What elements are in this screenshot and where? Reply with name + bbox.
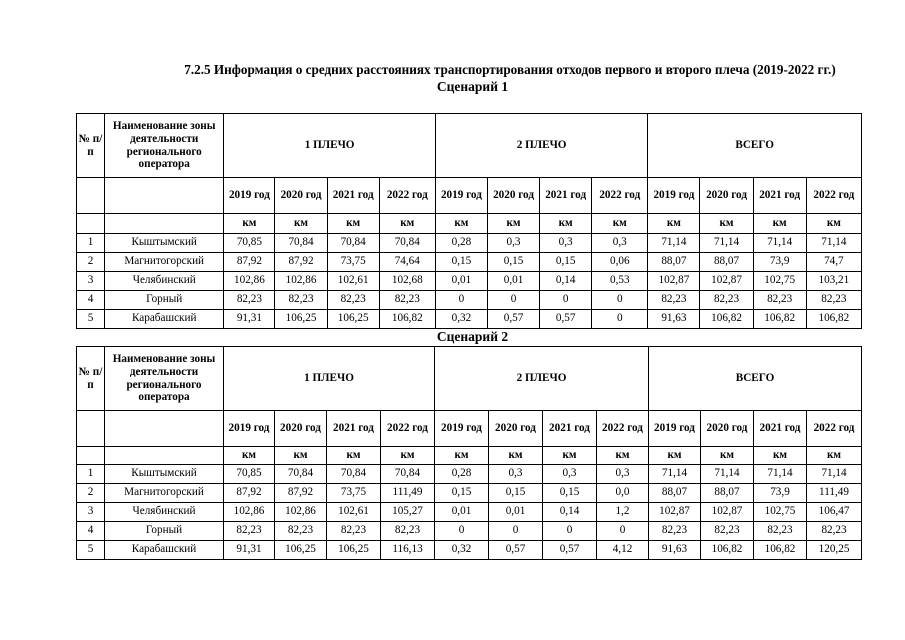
- value-cell: 0,01: [489, 503, 543, 522]
- value-cell: 0: [435, 291, 487, 310]
- year-header: 2021 год: [327, 411, 381, 447]
- group-header: 1 ПЛЕЧО: [224, 347, 435, 411]
- value-cell: 0,01: [435, 272, 487, 291]
- value-cell: 87,92: [275, 253, 327, 272]
- value-cell: 0,32: [435, 310, 487, 329]
- value-cell: 0,15: [489, 484, 543, 503]
- header-row: [77, 114, 862, 178]
- value-cell: 82,23: [701, 522, 754, 541]
- unit-label: км: [701, 447, 754, 465]
- value-cell: 82,23: [754, 522, 807, 541]
- year-header: 2019 год: [224, 411, 275, 447]
- zone-name: Карабашский: [105, 541, 224, 560]
- year-header: 2021 год: [327, 178, 379, 214]
- value-cell: 82,23: [753, 291, 806, 310]
- empty-cell: [105, 447, 224, 465]
- value-cell: 106,82: [700, 310, 753, 329]
- year-header: 2021 год: [540, 178, 592, 214]
- value-cell: 102,86: [275, 503, 327, 522]
- value-cell: 102,75: [754, 503, 807, 522]
- value-cell: 102,86: [224, 272, 275, 291]
- value-cell: 0,3: [487, 234, 539, 253]
- zone-name: Магнитогорский: [105, 484, 224, 503]
- scenario-1-table: [76, 113, 862, 329]
- years-row: [77, 178, 862, 214]
- value-cell: 0,0: [597, 484, 649, 503]
- value-cell: 71,14: [649, 465, 701, 484]
- unit-label: км: [649, 447, 701, 465]
- zone-name: Челябинский: [105, 272, 224, 291]
- value-cell: 82,23: [700, 291, 753, 310]
- year-header: 2022 год: [381, 411, 435, 447]
- year-header: 2020 год: [275, 178, 327, 214]
- row-number: 3: [77, 272, 105, 291]
- value-cell: 102,87: [701, 503, 754, 522]
- row-number: 2: [77, 253, 105, 272]
- value-cell: 88,07: [648, 253, 700, 272]
- unit-label: км: [700, 214, 753, 234]
- empty-cell: [77, 178, 105, 214]
- value-cell: 91,63: [649, 541, 701, 560]
- value-cell: 0,3: [543, 465, 597, 484]
- value-cell: 71,14: [701, 465, 754, 484]
- value-cell: 102,61: [327, 272, 379, 291]
- value-cell: 102,68: [379, 272, 435, 291]
- value-cell: 0: [592, 310, 648, 329]
- zone-name: Горный: [105, 291, 224, 310]
- units-row: [77, 214, 862, 234]
- value-cell: 102,86: [275, 272, 327, 291]
- value-cell: 0,57: [489, 541, 543, 560]
- col-number-header: № п/п: [77, 114, 105, 178]
- value-cell: 88,07: [701, 484, 754, 503]
- unit-label: км: [592, 214, 648, 234]
- unit-label: км: [754, 447, 807, 465]
- value-cell: 82,23: [327, 291, 379, 310]
- group-header: ВСЕГО: [649, 347, 862, 411]
- table-row: [77, 484, 862, 503]
- value-cell: 0,3: [592, 234, 648, 253]
- empty-cell: [77, 214, 105, 234]
- row-number: 1: [77, 465, 105, 484]
- table-row: [77, 253, 862, 272]
- value-cell: 0,14: [540, 272, 592, 291]
- scenario-1-heading: Сценарий 1: [436, 79, 509, 94]
- empty-cell: [105, 178, 224, 214]
- value-cell: 0,14: [543, 503, 597, 522]
- value-cell: 71,14: [753, 234, 806, 253]
- value-cell: 91,63: [648, 310, 700, 329]
- value-cell: 70,85: [224, 465, 275, 484]
- year-header: 2020 год: [489, 411, 543, 447]
- value-cell: 82,23: [275, 522, 327, 541]
- year-header: 2022 год: [379, 178, 435, 214]
- value-cell: 88,07: [700, 253, 753, 272]
- unit-label: км: [435, 214, 487, 234]
- row-number: 3: [77, 503, 105, 522]
- year-header: 2022 год: [597, 411, 649, 447]
- value-cell: 0: [487, 291, 539, 310]
- value-cell: 105,27: [381, 503, 435, 522]
- table-row: [77, 310, 862, 329]
- group-header: ВСЕГО: [648, 114, 862, 178]
- value-cell: 0: [597, 522, 649, 541]
- value-cell: 0,06: [592, 253, 648, 272]
- zone-name: Кыштымский: [105, 465, 224, 484]
- year-header: 2019 год: [224, 178, 275, 214]
- value-cell: 106,47: [807, 503, 862, 522]
- unit-label: км: [753, 214, 806, 234]
- scenario-2-heading: Сценарий 2: [436, 329, 509, 344]
- value-cell: 0: [435, 522, 489, 541]
- unit-label: км: [648, 214, 700, 234]
- row-number: 4: [77, 291, 105, 310]
- unit-label: км: [489, 447, 543, 465]
- unit-label: км: [224, 447, 275, 465]
- value-cell: 0,3: [540, 234, 592, 253]
- value-cell: 0,01: [487, 272, 539, 291]
- group-header: 2 ПЛЕЧО: [435, 347, 649, 411]
- years-row: [77, 411, 862, 447]
- value-cell: 82,23: [379, 291, 435, 310]
- empty-cell: [77, 447, 105, 465]
- value-cell: 106,82: [806, 310, 861, 329]
- unit-label: км: [275, 214, 327, 234]
- value-cell: 82,23: [807, 522, 862, 541]
- unit-label: км: [597, 447, 649, 465]
- value-cell: 0,28: [435, 465, 489, 484]
- value-cell: 87,92: [224, 484, 275, 503]
- value-cell: 0,15: [543, 484, 597, 503]
- year-header: 2021 год: [753, 178, 806, 214]
- scenario-2-table: [76, 346, 862, 560]
- unit-label: км: [224, 214, 275, 234]
- value-cell: 106,25: [275, 310, 327, 329]
- value-cell: 82,23: [381, 522, 435, 541]
- value-cell: 111,49: [381, 484, 435, 503]
- unit-label: км: [806, 214, 861, 234]
- value-cell: 0,57: [540, 310, 592, 329]
- group-header: 2 ПЛЕЧО: [435, 114, 648, 178]
- value-cell: 71,14: [700, 234, 753, 253]
- col-zone-name-header: Наименование зоны деятельности регионального оператора: [105, 114, 224, 178]
- zone-name: Карабашский: [105, 310, 224, 329]
- unit-label: км: [381, 447, 435, 465]
- value-cell: 0,53: [592, 272, 648, 291]
- value-cell: 70,84: [327, 465, 381, 484]
- value-cell: 73,9: [754, 484, 807, 503]
- value-cell: 0,57: [543, 541, 597, 560]
- value-cell: 0: [543, 522, 597, 541]
- value-cell: 0: [489, 522, 543, 541]
- table-row: [77, 291, 862, 310]
- value-cell: 0,57: [487, 310, 539, 329]
- value-cell: 120,25: [807, 541, 862, 560]
- value-cell: 106,82: [379, 310, 435, 329]
- unit-label: км: [807, 447, 862, 465]
- year-header: 2019 год: [435, 411, 489, 447]
- empty-cell: [77, 411, 105, 447]
- year-header: 2022 год: [807, 411, 862, 447]
- row-number: 5: [77, 310, 105, 329]
- group-header: 1 ПЛЕЧО: [224, 114, 436, 178]
- unit-label: км: [327, 447, 381, 465]
- value-cell: 0,3: [489, 465, 543, 484]
- value-cell: 102,87: [648, 272, 700, 291]
- value-cell: 0,15: [487, 253, 539, 272]
- value-cell: 87,92: [275, 484, 327, 503]
- value-cell: 82,23: [648, 291, 700, 310]
- empty-cell: [105, 411, 224, 447]
- row-number: 2: [77, 484, 105, 503]
- value-cell: 70,85: [224, 234, 275, 253]
- value-cell: 70,84: [275, 465, 327, 484]
- value-cell: 88,07: [649, 484, 701, 503]
- value-cell: 71,14: [754, 465, 807, 484]
- year-header: 2019 год: [435, 178, 487, 214]
- value-cell: 0,32: [435, 541, 489, 560]
- year-header: 2022 год: [806, 178, 861, 214]
- value-cell: 106,82: [753, 310, 806, 329]
- table-row: [77, 541, 862, 560]
- unit-label: км: [327, 214, 379, 234]
- value-cell: 116,13: [381, 541, 435, 560]
- value-cell: 82,23: [649, 522, 701, 541]
- row-number: 5: [77, 541, 105, 560]
- row-number: 4: [77, 522, 105, 541]
- document-title: 7.2.5 Информация о средних расстояниях транспортирования отходов первого и второго плеча (2019-2022 гг.): [184, 62, 836, 77]
- year-header: 2022 год: [592, 178, 648, 214]
- year-header: 2021 год: [754, 411, 807, 447]
- value-cell: 91,31: [224, 541, 275, 560]
- value-cell: 106,82: [754, 541, 807, 560]
- unit-label: км: [540, 214, 592, 234]
- value-cell: 87,92: [224, 253, 275, 272]
- value-cell: 0,15: [435, 253, 487, 272]
- zone-name: Челябинский: [105, 503, 224, 522]
- zone-name: Горный: [105, 522, 224, 541]
- value-cell: 82,23: [327, 522, 381, 541]
- year-header: 2021 год: [543, 411, 597, 447]
- col-zone-name-header: Наименование зоны деятельности регионального оператора: [105, 347, 224, 411]
- value-cell: 71,14: [807, 465, 862, 484]
- zone-name: Магнитогорский: [105, 253, 224, 272]
- year-header: 2019 год: [648, 178, 700, 214]
- unit-label: км: [487, 214, 539, 234]
- value-cell: 106,25: [327, 541, 381, 560]
- unit-label: км: [275, 447, 327, 465]
- year-header: 2019 год: [649, 411, 701, 447]
- table-row: [77, 465, 862, 484]
- row-number: 1: [77, 234, 105, 253]
- value-cell: 102,87: [700, 272, 753, 291]
- value-cell: 0,01: [435, 503, 489, 522]
- value-cell: 0,15: [540, 253, 592, 272]
- unit-label: км: [543, 447, 597, 465]
- unit-label: км: [435, 447, 489, 465]
- table-row: [77, 522, 862, 541]
- table-row: [77, 234, 862, 253]
- value-cell: 70,84: [379, 234, 435, 253]
- value-cell: 0,15: [435, 484, 489, 503]
- table-row: [77, 503, 862, 522]
- year-header: 2020 год: [701, 411, 754, 447]
- unit-label: км: [379, 214, 435, 234]
- value-cell: 106,25: [327, 310, 379, 329]
- value-cell: 82,23: [224, 291, 275, 310]
- value-cell: 102,61: [327, 503, 381, 522]
- value-cell: 91,31: [224, 310, 275, 329]
- table-row: [77, 272, 862, 291]
- value-cell: 0,28: [435, 234, 487, 253]
- value-cell: 0,3: [597, 465, 649, 484]
- zone-name: Кыштымский: [105, 234, 224, 253]
- value-cell: 73,75: [327, 253, 379, 272]
- value-cell: 0: [592, 291, 648, 310]
- year-header: 2020 год: [487, 178, 539, 214]
- value-cell: 82,23: [806, 291, 861, 310]
- value-cell: 73,75: [327, 484, 381, 503]
- value-cell: 111,49: [807, 484, 862, 503]
- value-cell: 71,14: [648, 234, 700, 253]
- value-cell: 74,7: [806, 253, 861, 272]
- value-cell: 74,64: [379, 253, 435, 272]
- col-number-header: № п/п: [77, 347, 105, 411]
- value-cell: 82,23: [224, 522, 275, 541]
- empty-cell: [105, 214, 224, 234]
- year-header: 2020 год: [275, 411, 327, 447]
- header-row: [77, 347, 862, 411]
- units-row: [77, 447, 862, 465]
- value-cell: 71,14: [806, 234, 861, 253]
- value-cell: 1,2: [597, 503, 649, 522]
- value-cell: 106,25: [275, 541, 327, 560]
- value-cell: 103,21: [806, 272, 861, 291]
- value-cell: 70,84: [275, 234, 327, 253]
- value-cell: 4,12: [597, 541, 649, 560]
- value-cell: 102,86: [224, 503, 275, 522]
- value-cell: 70,84: [381, 465, 435, 484]
- value-cell: 106,82: [701, 541, 754, 560]
- value-cell: 102,75: [753, 272, 806, 291]
- value-cell: 0: [540, 291, 592, 310]
- value-cell: 82,23: [275, 291, 327, 310]
- value-cell: 102,87: [649, 503, 701, 522]
- value-cell: 70,84: [327, 234, 379, 253]
- value-cell: 73,9: [753, 253, 806, 272]
- year-header: 2020 год: [700, 178, 753, 214]
